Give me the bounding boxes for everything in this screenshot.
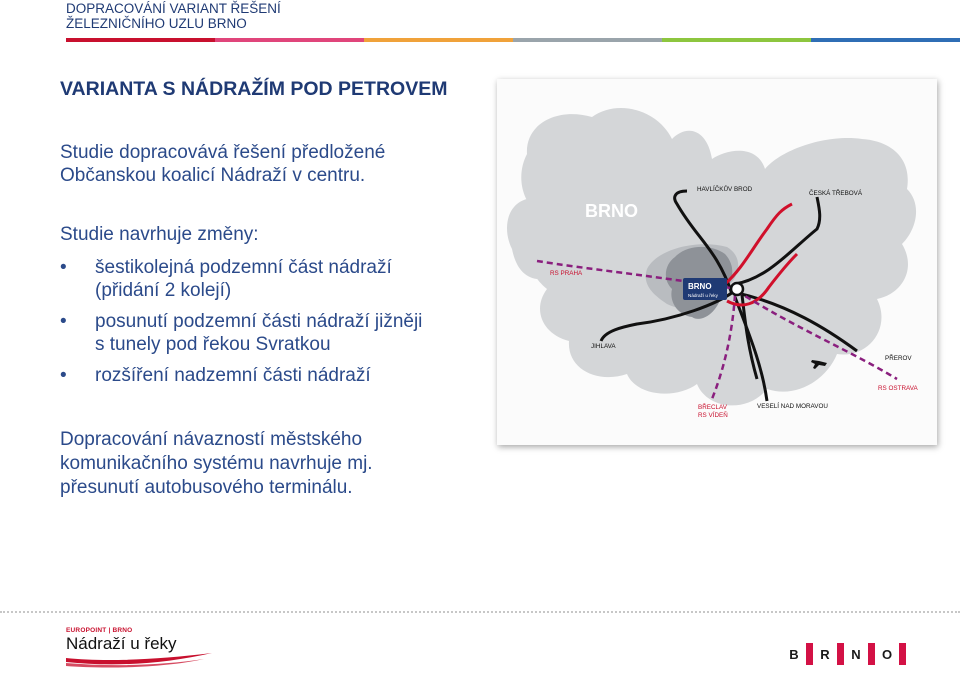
changes-list [60, 256, 422, 395]
brno-logo-letter: B [789, 646, 799, 662]
footer-brand-name: Nádraží u řeky [66, 634, 177, 653]
closing-line: komunikačního systému navrhuje mj. [60, 453, 373, 474]
rail-map [497, 79, 937, 445]
intro-text [60, 141, 385, 187]
place-label: JIHLAVA [591, 343, 616, 350]
brand-swoosh-icon [64, 652, 214, 668]
header-bar-segment [811, 38, 960, 42]
place-label: RS VÍDEŇ [698, 412, 728, 419]
place-label: RS PRAHA [550, 270, 583, 277]
closing-line: přesunutí autobusového terminálu. [60, 477, 353, 498]
station-marker [731, 283, 743, 295]
brno-logo-separator [837, 643, 844, 665]
brno-logo-separator [868, 643, 875, 665]
closing-line: Dopracování návazností městského [60, 429, 363, 450]
place-label: BŘECLAV [698, 404, 727, 411]
brno-logo-letter: R [820, 646, 830, 662]
header-title-line-2: ŽELEZNIČNÍHO UZLU BRNO [66, 16, 247, 31]
list-item-line: šestikolejná podzemní část nádraží [95, 257, 392, 278]
header-color-bar [66, 38, 960, 42]
place-label: HAVLÍČKŮV BROD [697, 186, 753, 193]
intro-line: Studie dopracovává řešení předložené [60, 142, 386, 163]
intro-line: Občanskou koalicí Nádraží v centru. [60, 165, 366, 186]
list-item-line: (přidání 2 kolejí) [95, 280, 232, 301]
list-item-line: s tunely pod řekou Svratkou [95, 334, 331, 355]
closing-text [60, 428, 373, 500]
brno-logo-separator [806, 643, 813, 665]
list-item [60, 364, 422, 387]
bullet-icon: • [60, 257, 67, 278]
bullet-icon: • [60, 365, 67, 386]
list-item-line: posunutí podzemní části nádraží jižněji [95, 311, 423, 332]
map-city-label: BRNO [585, 201, 638, 221]
place-label: ČESKÁ TŘEBOVÁ [809, 190, 863, 197]
place-label: RS OSTRAVA [878, 385, 918, 392]
list-item [60, 310, 422, 356]
list-item [60, 256, 422, 302]
header-bar-segment [662, 38, 811, 42]
header-bar-segment [215, 38, 364, 42]
station-sublabel: Nádraží u řeky [688, 293, 718, 298]
footer-divider [0, 611, 960, 615]
header-bar-segment [513, 38, 662, 42]
brno-logo-separator [899, 643, 906, 665]
header-title-line-1: DOPRACOVÁNÍ VARIANT ŘEŠENÍ [66, 1, 281, 16]
station-label: BRNO [688, 282, 712, 291]
brno-logo-letter: O [881, 646, 893, 662]
footer-brand-small: EUROPOINT | BRNO [66, 627, 133, 634]
list-item-line: rozšíření nadzemní části nádraží [95, 365, 371, 386]
brno-logo [782, 642, 906, 666]
header-title [66, 1, 281, 31]
changes-heading: Studie navrhuje změny: [60, 224, 259, 245]
bullet-icon: • [60, 311, 67, 332]
place-label: PŘEROV [885, 355, 912, 362]
header-bar-segment [66, 38, 215, 42]
brno-logo-letter: N [851, 646, 861, 662]
rail-map-svg [497, 79, 937, 445]
slide-title: VARIANTA S NÁDRAŽÍM POD PETROVEM [60, 78, 448, 100]
header-bar-segment [364, 38, 513, 42]
place-label: VESELÍ NAD MORAVOU [757, 403, 828, 410]
